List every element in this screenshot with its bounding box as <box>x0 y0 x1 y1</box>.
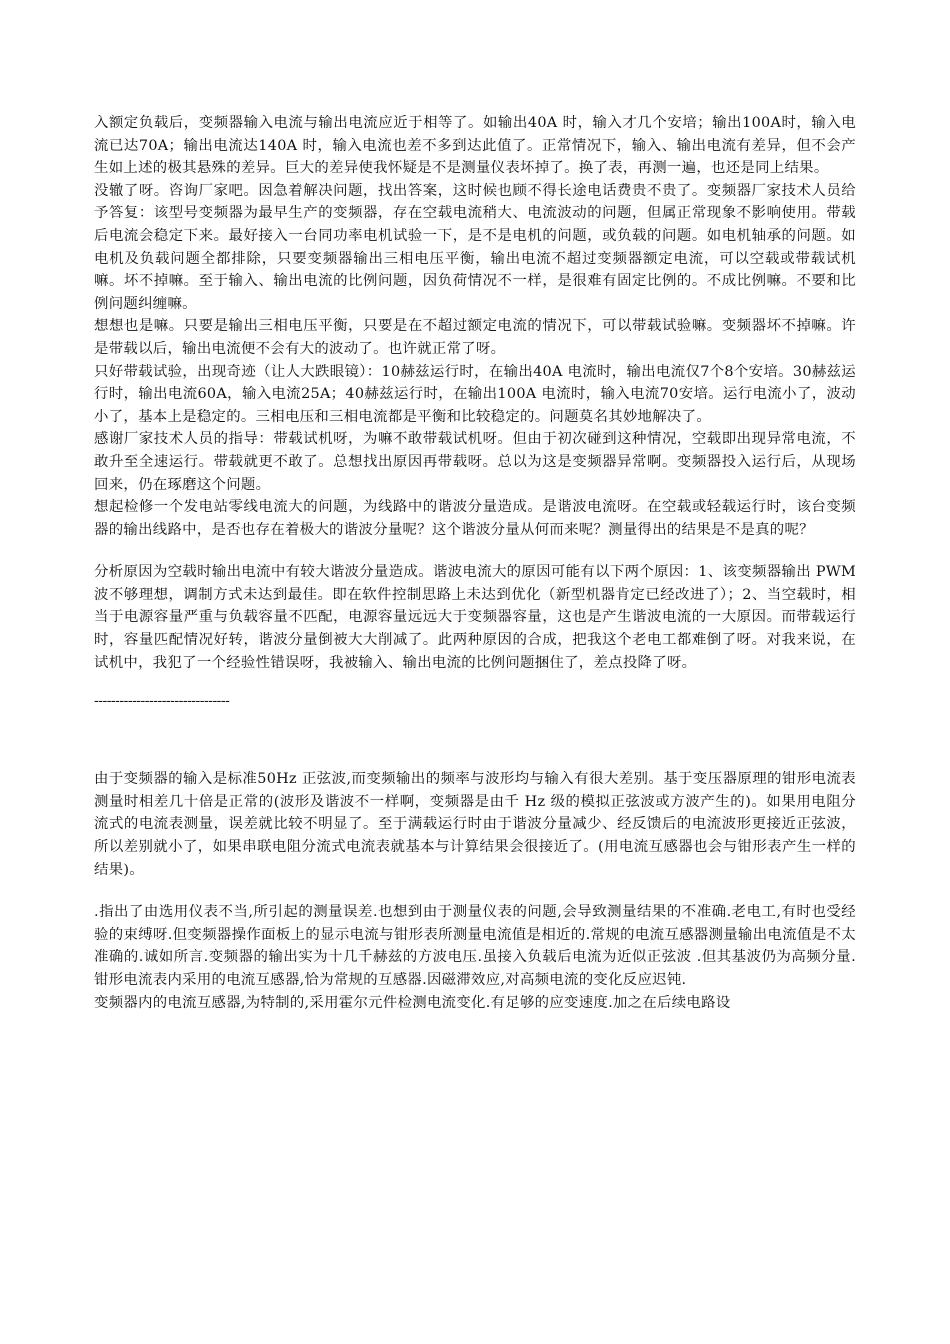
paragraph-manufacturer-consult: 没辙了呀。咨询厂家吧。因急着解决问题，找出答案，这时候也顾不得长途电话费贵不贵了。变频器厂家技术人员给予答复：该型号变频器为最早生产的变频器，存在空载电流稍大、电流波动的问题，但属正常现象不影响使用。带载后电流会稳定下来。最好接入一台同功率电机试验一下，是不是电机的问题，或负载的问题。如电机轴承的问题。如电机及负载问题全都排除，只要变频器输出三相电压平衡，输出电流不超过变频器额定电流，可以空载或带载试机嘛。坏不掉嘛。至于输入、输出电流的比例问题，因负荷情况不一样，是很难有固定比例的。不成比例嘛。不要和比例问题纠缠嘛。 <box>94 182 856 312</box>
paragraph-harmonic-question: 想起检修一个发电站零线电流大的问题，为线路中的谐波分量造成。是谐波电流呀。在空载或轻载运行时，该台变频器的输出线路中，是否也存在着极大的谐波分量呢？这个谐波分量从何而来呢？测量得出的结果是不是真的呢？ <box>94 499 856 538</box>
paragraph-spacer <box>94 881 856 901</box>
paragraph-measurement-error: .指出了由选用仪表不当,所引起的测量误差.也想到由于测量仪表的问题,会导致测量结果的不准确.老电工,有时也受经验的束缚呀.但变频器操作面板上的显示电流与钳形表所测量电流值是相近的.常规的电流互感器测量输出电流值是不太准确的.诚如所言.变频器的输出实为十几千赫兹的方波电压.虽接入负载后电流为近似正弦波 .但其基波仍为高频分量.钳形电流表内采用的电流互感器,恰为常规的互感器.因磁滞效应,对高频电流的变化反应迟钝. <box>94 904 856 988</box>
section-spacer <box>94 710 856 768</box>
paragraph-load-current: 入额定负载后，变频器输入电流与输出电流应近于相等了。如输出40A 时，输入才几个安培；输出100A时，输入电流已达70A；输出电流达140A 时，输入电流也差不多到达此值了。正常情况下，输入、输出电流有差异，但不会产生如上述的极其悬殊的差异。巨大的差异使我怀疑是不是测量仪表坏掉了。换了表，再测一遍，也还是同上结果。 <box>94 115 856 177</box>
document-page <box>94 112 856 1014</box>
paragraph-hall-sensor: 变频器内的电流互感器,为特制的,采用霍尔元件检测电流变化.有足够的应变速度.加之在后续电路设 <box>94 994 731 1011</box>
paragraph-clamp-meter-explanation: 由于变频器的输入是标准50Hz 正弦波,而变频输出的频率与波形均与输入有很大差别。基于变压器原理的钳形电流表测量时相差几十倍是正常的(波形及谐波不一样啊，变频器是由千 Hz 级的模拟正弦波或方波产生的)。如果用电阻分流式的电流表测量，误差就比较不明显了。至于满载运行时由于谐波分量减少、经反馈后的电流波形更接近正弦波，所以差别就小了，如果串联电阻分流式电流表就基本与计算结果会很接近了。(用电流互感器也会与钳形表产生一样的结果)。 <box>94 771 856 878</box>
paragraph-load-test-thought: 想想也是嘛。只要是输出三相电压平衡，只要是在不超过额定电流的情况下，可以带载试验嘛。变频器坏不掉嘛。许是带载以后，输出电流便不会有大的波动了。也许就正常了呀。 <box>94 318 856 357</box>
paragraph-thanks: 感谢厂家技术人员的指导：带载试机呀，为嘛不敢带载试机呀。但由于初次碰到这种情况，空载即出现异常电流，不敢升至全速运行。带载就更不敢了。总想找出原因再带载呀。总以为这是变频器异常啊。变频器投入运行后，从现场回来，仍在琢磨这个问题。 <box>94 431 856 493</box>
paragraph-cause-analysis: 分析原因为空载时输出电流中有较大谐波分量造成。谐波电流大的原因可能有以下两个原因：1、该变频器输出 PWM 波不够理想，调制方式未达到最佳。即在软件控制思路上未达到优化（新型机器肯定已经改进了）；2、当空载时，相当于电源容量严重与负载容量不匹配，电源容量远远大于变频器容量，这也是产生谐波电流的一大原因。而带载运行时，容量匹配情况好转，谐波分量倒被大大削减了。此两种原因的合成，把我这个老电工都难倒了呀。对我来说，在试机中，我犯了一个经验性错误呀，我被输入、输出电流的比例问题捆住了，差点投降了呀。 <box>94 564 856 671</box>
paragraph-spacer <box>94 541 856 561</box>
section-divider: -------------------------------- <box>94 693 230 710</box>
paragraph-load-test-result: 只好带载试验，出现奇迹（让人大跌眼镜）：10赫兹运行时，在输出40A 电流时，输出电流仅7个8个安培。30赫兹运行时，输出电流60A，输入电流25A；40赫兹运行时，在输出100A 电流时，输入电流70安培。运行电流小了，波动小了，基本上是稳定的。三相电压和三相电流都是平衡和比较稳定的。问题莫名其妙地解决了。 <box>94 363 856 425</box>
